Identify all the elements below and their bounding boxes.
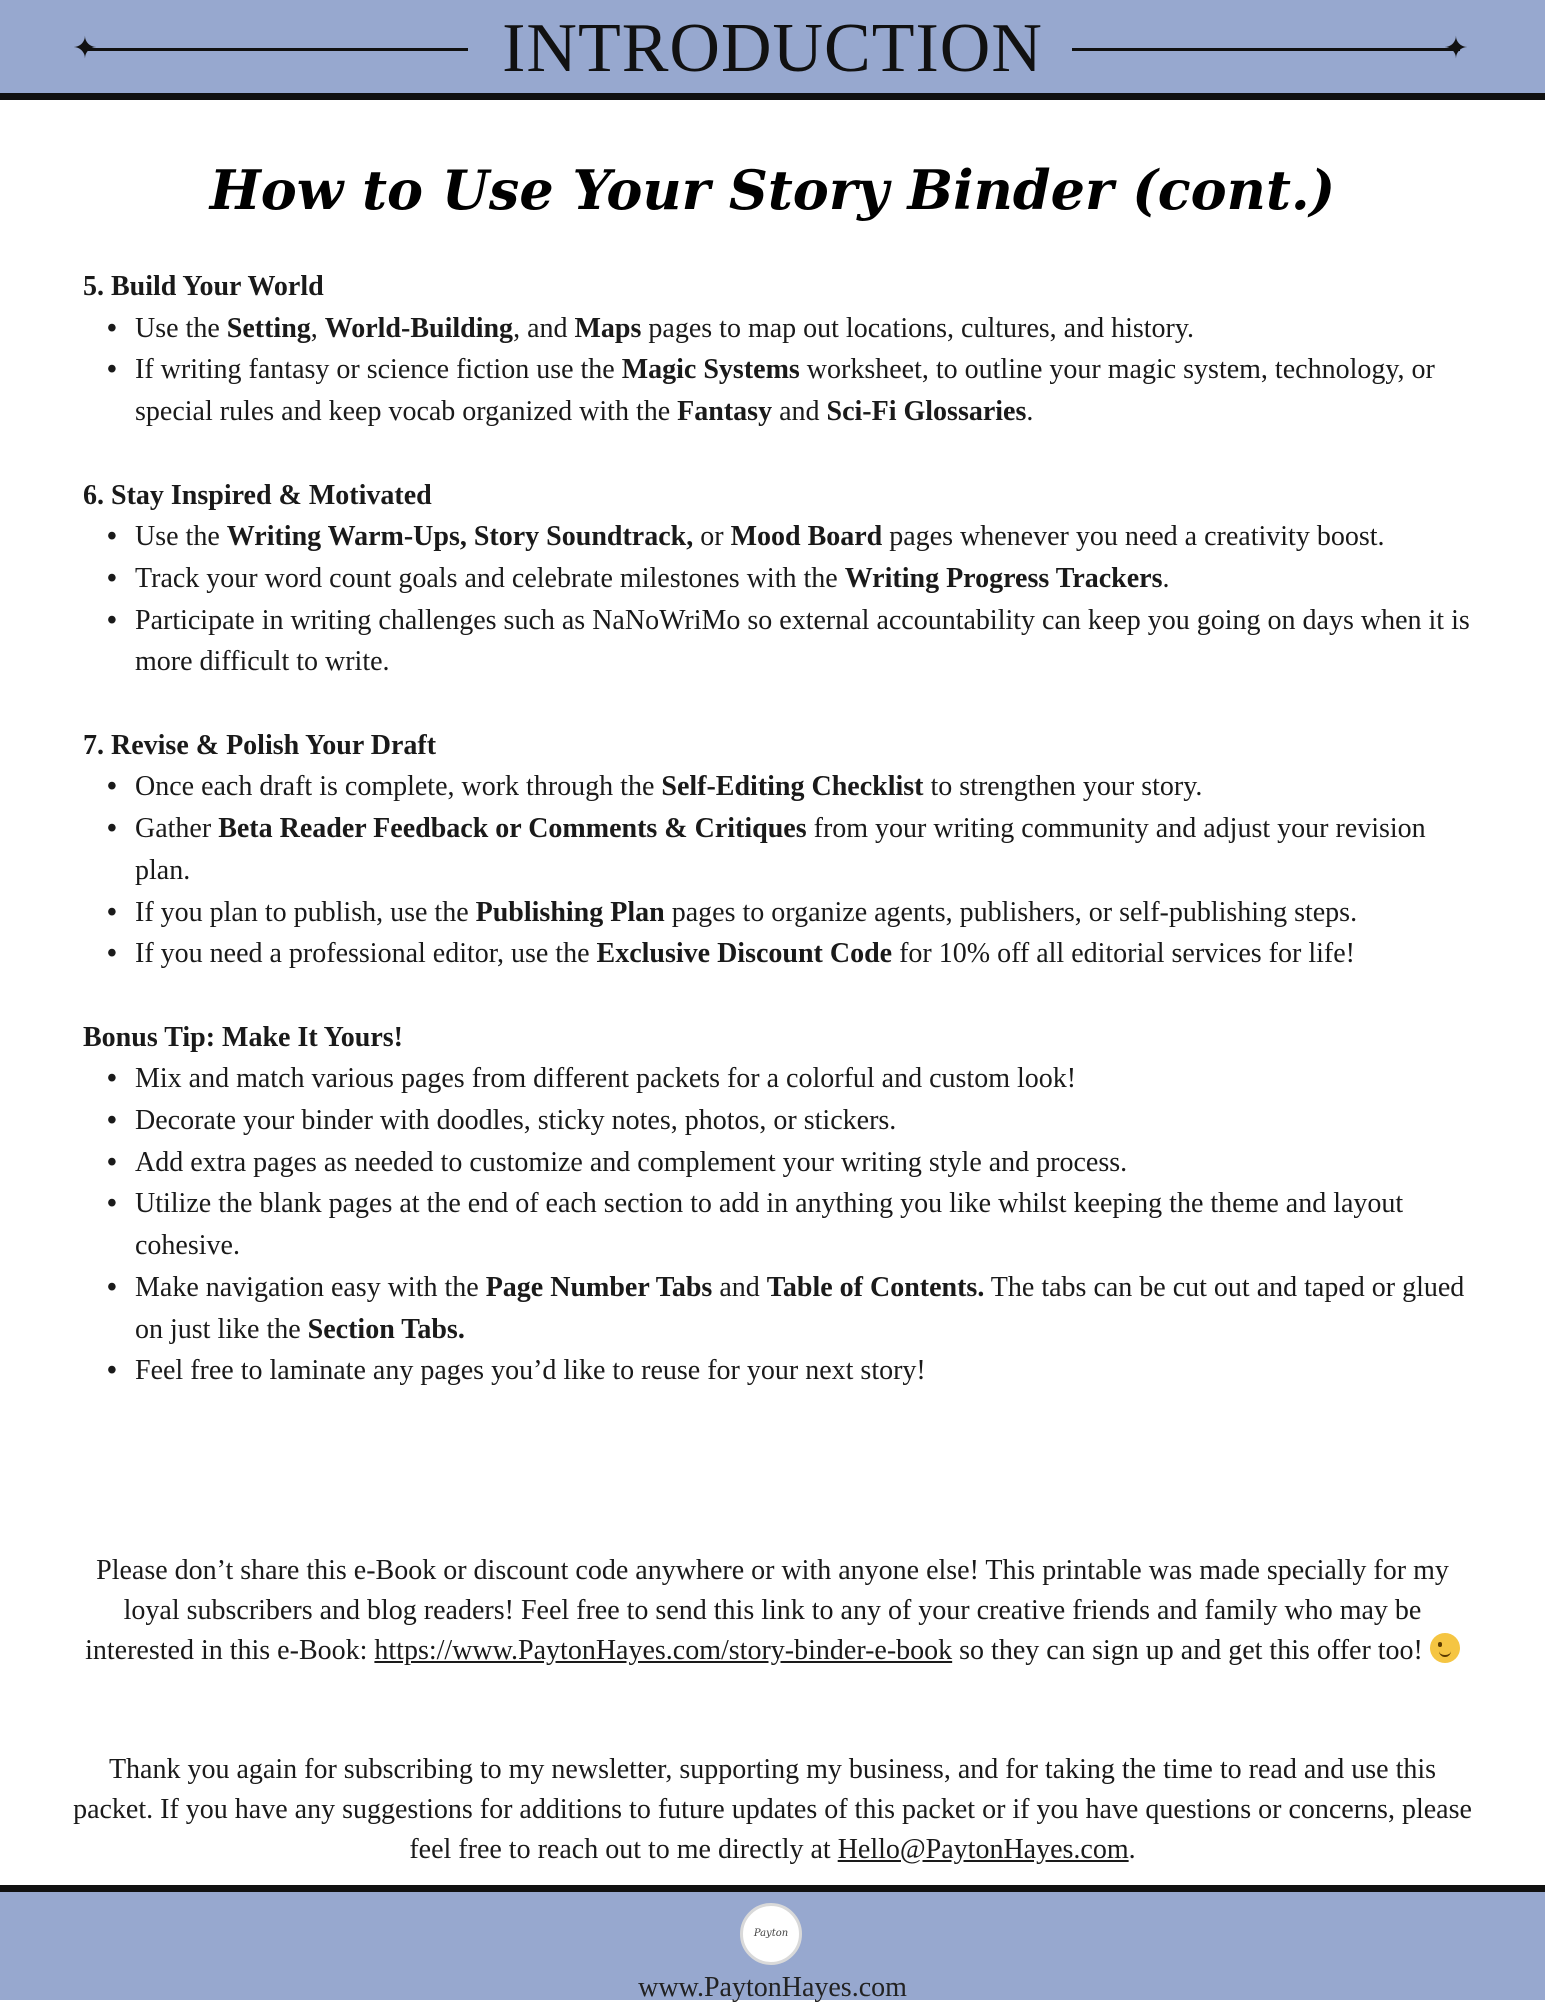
- bold-term: Writing Warm-Ups, Story Soundtrack,: [226, 521, 694, 553]
- list-item-text: Once each draft is complete, work through the: [135, 771, 662, 803]
- share-notice-paragraph: [70, 1551, 1475, 1671]
- list-item: [83, 600, 1483, 683]
- list-item-text: Decorate your binder with doodles, sticky notes, photos, or stickers.: [135, 1105, 897, 1137]
- list-item: [83, 1142, 1483, 1184]
- bold-term: Self-Editing Checklist: [661, 771, 924, 803]
- bullet-icon: •: [107, 813, 117, 845]
- list-item-text: Feel free to laminate any pages you’d like to reuse for your next story!: [135, 1355, 926, 1387]
- header-title: INTRODUCTION: [502, 10, 1043, 87]
- bold-term: Publishing Plan: [475, 896, 665, 928]
- list-item-text: ,: [310, 312, 325, 344]
- list-item-text: or: [693, 521, 731, 553]
- section-heading: 5. Build Your World: [83, 271, 324, 302]
- list-item-text: Mix and match various pages from different packets for a colorful and custom look!: [135, 1063, 1077, 1095]
- bold-term: Setting: [226, 312, 311, 344]
- instruction-section: [83, 725, 1483, 975]
- list-item-text: Use the: [135, 521, 227, 553]
- logo: Payton: [740, 1903, 802, 1965]
- list-item-text: .: [1162, 562, 1170, 594]
- bold-term: Fantasy: [677, 396, 773, 428]
- section-heading: 6. Stay Inspired & Motivated: [83, 479, 432, 511]
- list-item-text: Add extra pages as needed to customize and complement your writing style and process.: [135, 1146, 1128, 1178]
- bullet-icon: •: [107, 1188, 117, 1220]
- list-item: [83, 308, 1483, 350]
- list-item: [83, 1058, 1483, 1100]
- thank-you-paragraph: [70, 1750, 1475, 1870]
- bold-term: Exclusive Discount Code: [596, 938, 893, 970]
- winking-face-icon: [1430, 1633, 1460, 1663]
- list-item: [83, 933, 1483, 975]
- thank-you-text: Thank you again for subscribing to my newsletter, supporting my business, and for taking the time to read and use this packet. If you have any suggestions for additions to future updates of this packet or if you have questions or concerns, please feel free to reach out to me directly at: [73, 1754, 1472, 1865]
- list-item: [83, 1350, 1483, 1392]
- bold-term: Mood Board: [730, 521, 883, 553]
- bullet-icon: •: [107, 896, 117, 928]
- list-item-text: and: [772, 396, 827, 428]
- bullet-icon: •: [107, 312, 117, 344]
- list-item-text: Use the: [135, 312, 227, 344]
- section-heading: Bonus Tip: Make It Yours!: [83, 1021, 404, 1053]
- list-item: [83, 808, 1483, 891]
- contact-email-link[interactable]: Hello@PaytonHayes.com: [837, 1834, 1129, 1865]
- instructions-content: [83, 266, 1483, 1434]
- bullet-list: [83, 1058, 1483, 1392]
- list-item-text: If you need a professional editor, use the: [135, 938, 597, 970]
- bold-term: Magic Systems: [621, 354, 800, 386]
- bullet-icon: •: [107, 771, 117, 803]
- list-item-text: pages to organize agents, publishers, or self-publishing steps.: [664, 896, 1358, 928]
- bullet-icon: •: [107, 604, 117, 636]
- list-item-text: Gather: [135, 813, 219, 845]
- bullet-list: [83, 766, 1483, 975]
- list-item-text: for 10% off all editorial services for life!: [892, 938, 1355, 970]
- share-notice-text-end: so they can sign up and get this offer too!: [952, 1635, 1430, 1666]
- bullet-icon: •: [107, 562, 117, 594]
- instruction-section: [83, 266, 1483, 433]
- list-item: [83, 349, 1483, 432]
- list-item: [83, 516, 1483, 558]
- list-item-text: The tabs can be cut out and taped or glued on just like the: [135, 1271, 1465, 1345]
- list-item-text: and: [712, 1271, 767, 1303]
- list-item-text: If you plan to publish, use the: [135, 896, 476, 928]
- bold-term: Section Tabs.: [307, 1313, 465, 1345]
- list-item-text: to strengthen your story.: [923, 771, 1203, 803]
- list-item-text: pages to map out locations, cultures, and history.: [641, 312, 1195, 344]
- instruction-section: [83, 475, 1483, 684]
- page-title: How to Use Your Story Binder (cont.): [209, 158, 1336, 222]
- bullet-icon: •: [107, 1146, 117, 1178]
- list-item-text: pages whenever you need a creativity boost.: [882, 521, 1385, 553]
- bold-term: Table of Contents.: [766, 1271, 985, 1303]
- bullet-icon: •: [107, 1063, 117, 1095]
- list-item-text: Utilize the blank pages at the end of each section to add in anything you like whilst keeping the theme and layout cohesive.: [135, 1188, 1404, 1262]
- thank-you-text-end: .: [1128, 1834, 1136, 1865]
- bullet-icon: •: [107, 1271, 117, 1303]
- bold-term: Beta Reader Feedback or Comments & Critiques: [218, 813, 807, 845]
- share-notice-text: Please don’t share this e-Book or discount code anywhere or with anyone else! This printable was made specially for my loyal subscribers and blog readers! Feel free to send this link to any of your creative friends and family who may be interested in this e-Book:: [85, 1555, 1449, 1666]
- list-item-text: , and: [513, 312, 575, 344]
- list-item-text: Track your word count goals and celebrate milestones with the: [135, 562, 845, 594]
- bullet-icon: •: [107, 1105, 117, 1137]
- list-item-text: Make navigation easy with the: [135, 1271, 486, 1303]
- instruction-section: [83, 1017, 1483, 1392]
- bold-term: Sci-Fi Glossaries: [826, 396, 1027, 428]
- list-item-text: If writing fantasy or science fiction use the: [135, 354, 622, 386]
- bullet-icon: •: [107, 521, 117, 553]
- bullet-list: [83, 516, 1483, 683]
- list-item: [83, 892, 1483, 934]
- bold-term: Writing Progress Trackers: [844, 562, 1163, 594]
- four-point-star-icon: ✦: [72, 31, 98, 66]
- list-item-text: worksheet, to outline your magic system, technology, or special rules and keep vocab organized with the: [135, 354, 1435, 428]
- list-item: [83, 766, 1483, 808]
- bullet-icon: •: [107, 354, 117, 386]
- bold-term: World-Building: [324, 312, 514, 344]
- list-item-text: .: [1026, 396, 1034, 428]
- list-item: [83, 1100, 1483, 1142]
- bold-term: Maps: [574, 312, 642, 344]
- list-item: [83, 558, 1483, 600]
- section-heading: 7. Revise & Polish Your Draft: [83, 729, 437, 761]
- four-point-star-icon: ✦: [1443, 31, 1469, 66]
- bullet-list: [83, 308, 1483, 433]
- footer-website-url[interactable]: www.PaytonHayes.com: [638, 1972, 907, 2003]
- bullet-icon: •: [107, 938, 117, 970]
- bold-term: Page Number Tabs: [485, 1271, 713, 1303]
- bullet-icon: •: [107, 1355, 117, 1387]
- list-item-text: Participate in writing challenges such as NaNoWriMo so external accountability can keep you going on days when it is more difficult to write.: [135, 604, 1470, 678]
- list-item: [83, 1267, 1483, 1350]
- e-book-link[interactable]: https://www.PaytonHayes.com/story-binder-e-book: [374, 1635, 953, 1666]
- list-item: [83, 1183, 1483, 1266]
- list-item-text: from your writing community and adjust your revision plan.: [135, 813, 1426, 886]
